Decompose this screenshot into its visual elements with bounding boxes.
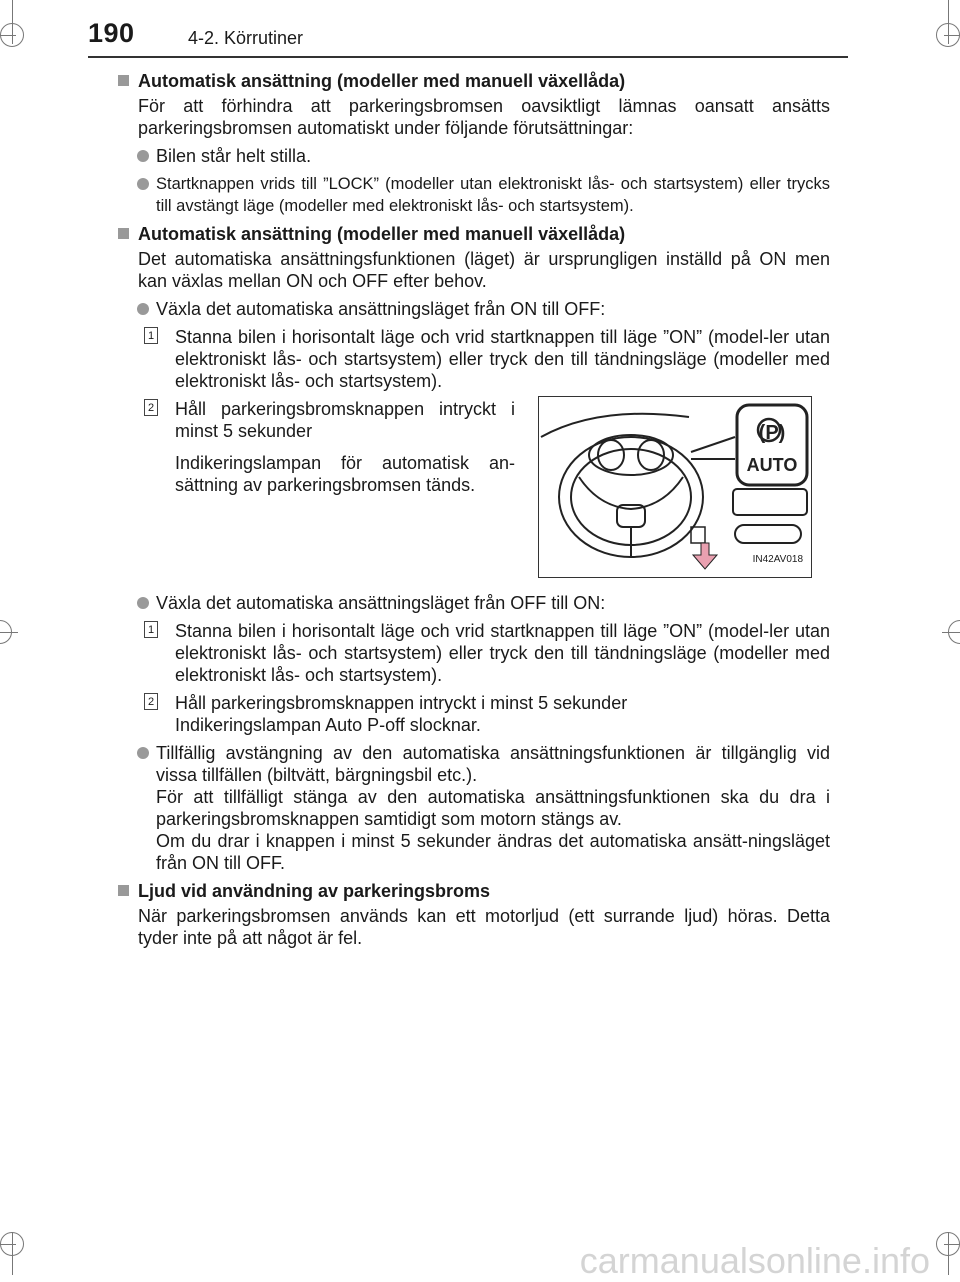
square-bullet-icon (118, 228, 129, 239)
circle-bullet-icon (137, 150, 149, 162)
step-item (118, 398, 830, 578)
crop-circle (936, 1232, 960, 1256)
circle-bullet-icon (137, 597, 149, 609)
svg-text:AUTO: AUTO (746, 455, 798, 475)
section-title: Automatisk ansättning (modeller med manuell växellåda) (118, 70, 830, 92)
section-body: Det automatiska ansättningsfunktionen (läget) är ursprungligen inställd på ON men kan växlas mellan ON och OFF efter behov. (138, 249, 830, 291)
crop-circle (0, 1232, 24, 1256)
crop-circle (948, 620, 960, 644)
step-number: 2 (144, 399, 158, 416)
section-body: När parkeringsbromsen används kan ett motorljud (ett surrande ljud) höras. Detta tyder inte på att något är fel. (138, 906, 830, 948)
circle-bullet-icon (137, 178, 149, 190)
crop-circle (0, 23, 24, 47)
step-number: 2 (144, 693, 158, 710)
header-rule (88, 56, 848, 58)
crop-circle (0, 620, 12, 644)
crop-circle (936, 23, 960, 47)
bullet-item: Växla det automatiska ansättningsläget från OFF till ON: (118, 592, 830, 614)
svg-text:(P): (P) (758, 422, 786, 444)
bullet-item: Bilen står helt stilla. (118, 145, 830, 167)
step-item: 1 Stanna bilen i horisontalt läge och vrid startknappen till läge ”ON” (model-ler utan elektroniskt lås- och startsystem) eller tryck den till tändningsläge (modeller med elektroniskt lås- och startsystem). (118, 326, 830, 392)
dashboard-illustration (538, 396, 812, 578)
page-number: 190 (88, 18, 135, 48)
step-number: 1 (144, 327, 158, 344)
bullet-item: Växla det automatiska ansättningsläget från ON till OFF: (118, 298, 830, 320)
bullet-item: Startknappen vrids till ”LOCK” (modeller utan elektroniskt lås- och startsystem) eller trycks till avstängt läge (modeller med elektroniskt lås- och startsystem). (118, 173, 830, 217)
square-bullet-icon (118, 885, 129, 896)
step-item: 1 Stanna bilen i horisontalt läge och vrid startknappen till läge ”ON” (model-ler utan elektroniskt lås- och startsystem) eller tryck den till tändningsläge (modeller med elektroniskt lås- och startsystem). (118, 620, 830, 686)
section-title: Ljud vid användning av parkeringsbroms (118, 880, 830, 902)
step-text: Håll parkeringsbromsknappen intryckt i minst 5 sekunder Indikeringslampan för automatisk an-sättning av parkeringsbromsen tänds. (175, 399, 515, 495)
circle-bullet-icon (137, 303, 149, 315)
step-number: 1 (144, 621, 158, 638)
square-bullet-icon (118, 75, 129, 86)
running-header: 4-2. Körrutiner (188, 28, 304, 48)
section-title: Automatisk ansättning (modeller med manuell växellåda) (118, 223, 830, 245)
watermark: carmanualsonline.info (579, 1240, 930, 1281)
page-content (118, 70, 830, 955)
bullet-item: Tillfällig avstängning av den automatiska ansättningsfunktionen är tillgänglig vid vissa tillfällen (biltvätt, bärgningsbil etc.). För att tillfälligt stänga av den automatiska ansättningsfunktionen ska du dra i parkeringsbromsknappen samtidigt som motorn stängs av. Om du drar i knappen i minst 5 sekunder ändras det automatiska ansätt-ningsläget från ON till OFF. (118, 742, 830, 874)
circle-bullet-icon (137, 747, 149, 759)
figure-id: IN42AV018 (752, 554, 803, 565)
step-item: 2 Håll parkeringsbromsknappen intryckt i minst 5 sekunder Indikeringslampan Auto P-off slocknar. (118, 692, 830, 736)
section-body: För att förhindra att parkeringsbromsen oavsiktligt lämnas oansatt ansätts parkeringsbromsen automatiskt under följande förutsättningar: (138, 96, 830, 138)
